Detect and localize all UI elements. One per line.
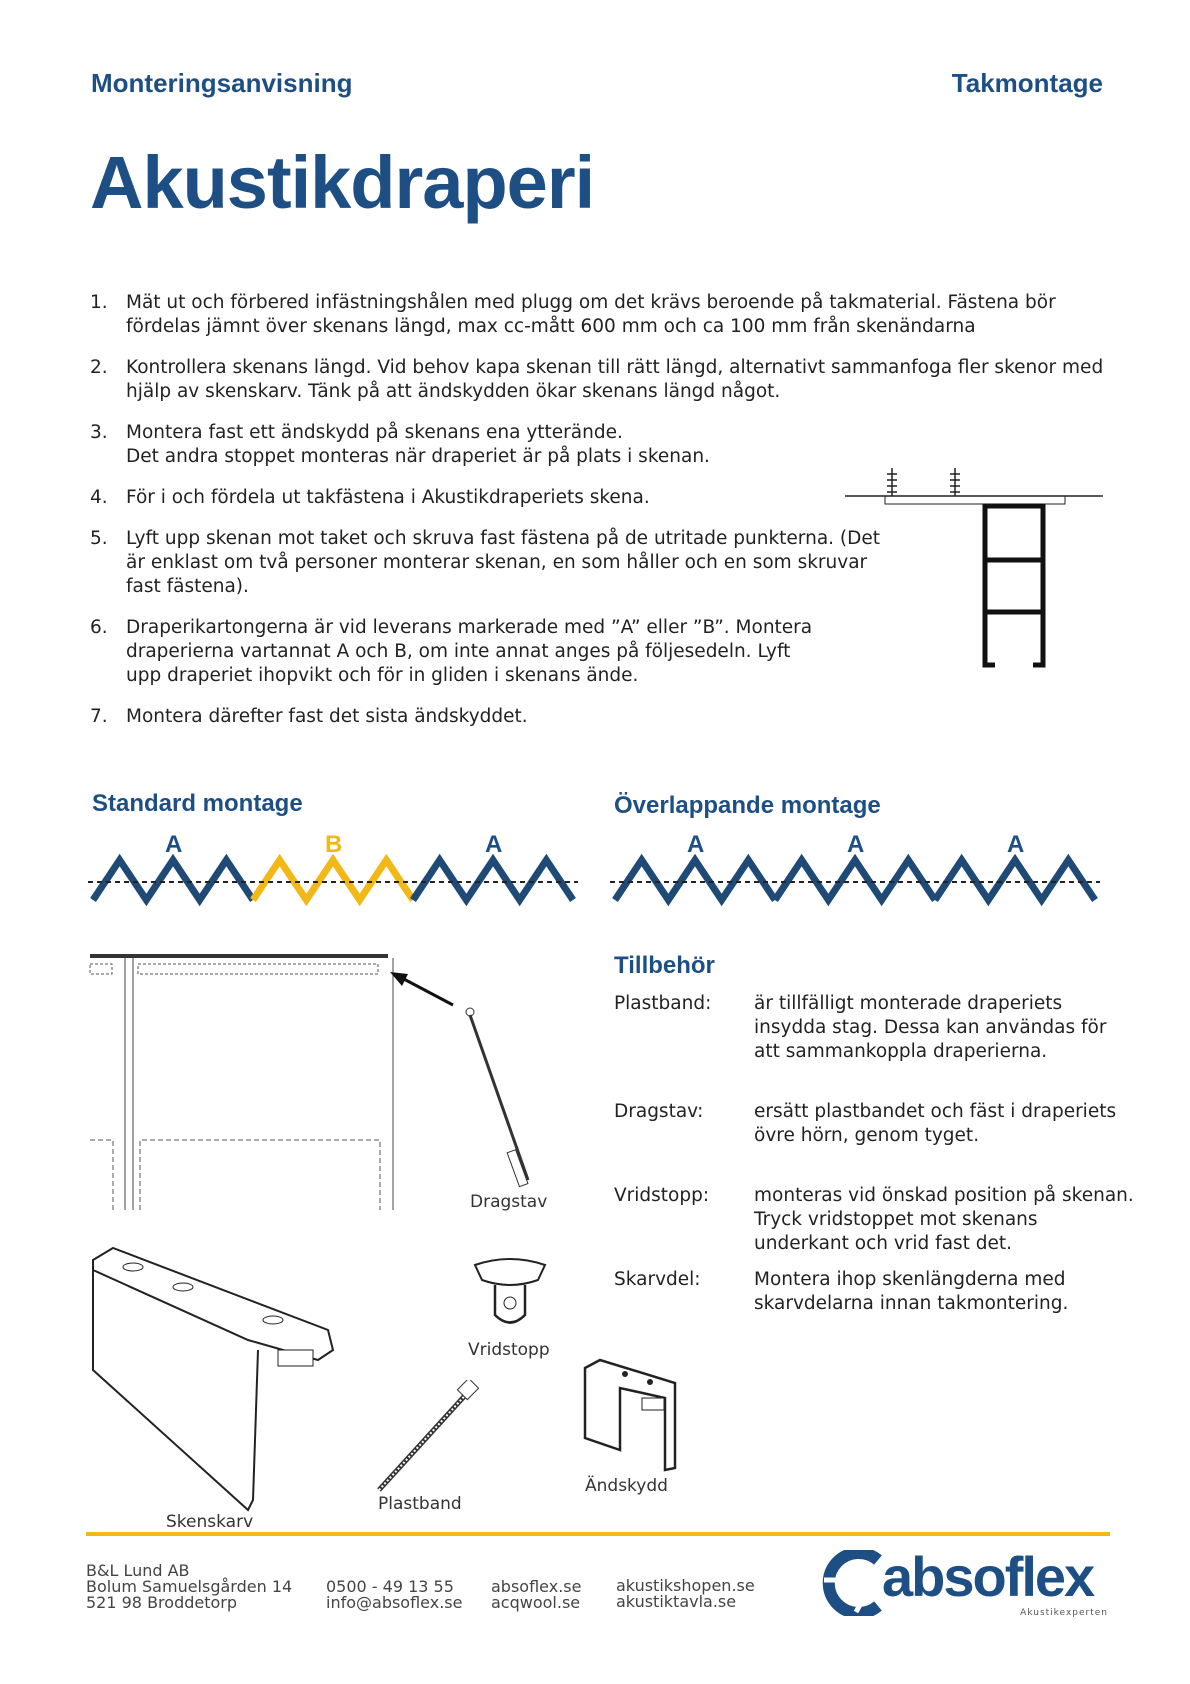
accessory-description: monteras vid önskad position på skenan. Tryck vridstoppet mot skenans underkant och vrid fast det. (754, 1185, 1134, 1254)
accessory-label: Plastband: (614, 993, 712, 1014)
drape-panel (775, 860, 935, 900)
drape-label: A (485, 831, 503, 858)
instruction-step (90, 356, 1110, 404)
step-text: Mät ut och förbered infästningshålen med plugg om det krävs beroende på takmaterial. Fästena bör fördelas jämnt över skenans längd, max cc-mått 600 mm och ca 100 mm från skenändarna (126, 292, 1056, 337)
phone: 0500 - 49 13 55 (326, 1577, 454, 1596)
step-number: 4. (90, 487, 108, 508)
drape-label: A (1007, 831, 1025, 858)
instruction-step (90, 421, 826, 469)
page-title: Akustikdraperi (90, 141, 595, 224)
andskydd-illustration (580, 1358, 680, 1473)
drape-label: A (165, 831, 183, 858)
step-text: För i och fördela ut takfästena i Akustikdraperiets skena. (126, 487, 650, 508)
footer-address (86, 1563, 292, 1611)
step-number: 3. (90, 422, 108, 443)
step-text: Montera därefter fast det sista ändskyddet. (126, 706, 528, 727)
plastband-caption: Plastband (378, 1494, 462, 1514)
company-name: B&L Lund AB (86, 1561, 190, 1580)
drape-label: B (325, 831, 343, 858)
drape-panel (615, 860, 775, 900)
vridstopp-caption: Vridstopp (468, 1340, 550, 1360)
postal-address: 521 98 Broddetorp (86, 1593, 238, 1612)
step-text: Kontrollera skenans längd. Vid behov kapa skenan till rätt längd, alternativt sammanfoga fler skenor med hjälp av skenskarv. Tänk på att ändskydden ökar skenans längd något. (126, 357, 1104, 402)
mount-type: Takmontage (951, 68, 1103, 98)
footer-contact (326, 1579, 462, 1611)
vridstopp-illustration (470, 1255, 550, 1335)
standard-drape-diagram (88, 830, 588, 910)
step-text: Draperikartongerna är vid leverans markerade med ”A” eller ”B”. Montera draperierna vartannat A och B, om inte annat anges på följesedeln. Lyft upp draperiet ihopvikt och för in gliden i skenans ände. (126, 617, 813, 686)
curtain-dragstav-illustration (88, 950, 558, 1220)
drape-panel (253, 860, 413, 900)
drape-label: A (847, 831, 865, 858)
dragstav-caption: Dragstav (470, 1192, 548, 1212)
accessory-label: Skarvdel: (614, 1269, 701, 1290)
accessory-label: Dragstav: (614, 1101, 704, 1122)
logo-mark-icon (816, 1550, 882, 1616)
drape-panel (935, 860, 1095, 900)
footer-web-a (491, 1579, 581, 1611)
web-link[interactable]: akustiktavla.se (616, 1592, 737, 1611)
footer-divider (86, 1532, 1110, 1536)
web-link[interactable]: absoflex.se (491, 1577, 582, 1596)
drape-panel (93, 860, 253, 900)
step-number: 7. (90, 706, 108, 727)
step-number: 5. (90, 528, 108, 549)
step-number: 2. (90, 357, 108, 378)
web-link[interactable]: akustikshopen.se (616, 1576, 755, 1595)
drape-panel (413, 860, 573, 900)
step-number: 1. (90, 292, 108, 313)
email-link[interactable]: info@absoflex.se (326, 1593, 463, 1612)
instruction-step (90, 527, 886, 599)
rail-profile-illustration (845, 460, 1105, 675)
logo-tagline: Akustikexperten (1020, 1608, 1108, 1618)
accessories-heading: Tillbehör (614, 952, 715, 979)
standard-montage-heading: Standard montage (92, 790, 303, 817)
absoflex-logo (816, 1545, 1116, 1620)
instruction-step (90, 291, 1110, 339)
step-text: Montera fast ett ändskydd på skenans ena ytterände. Det andra stoppet monteras när draperiet är på plats i skenan. (126, 422, 710, 467)
skenskarv-illustration (88, 1240, 348, 1520)
web-link[interactable]: acqwool.se (491, 1593, 581, 1612)
overlap-montage-heading: Överlappande montage (614, 792, 881, 819)
step-text: Lyft upp skenan mot taket och skruva fast fästena på de utritade punkterna. (Det är enklast om två personer monterar skenan, en som håller och en som skruvar fast fästena). (126, 528, 881, 597)
logo-text: absoflex (882, 1545, 1094, 1608)
instruction-step (90, 616, 826, 688)
instruction-step (90, 705, 826, 729)
plastband-illustration (375, 1380, 485, 1495)
footer-web-b (616, 1578, 755, 1610)
drape-label: A (687, 831, 705, 858)
street-address: Bolum Samuelsgården 14 (86, 1577, 293, 1596)
step-number: 6. (90, 617, 108, 638)
skenskarv-caption: Skenskarv (166, 1512, 254, 1532)
overlap-drape-diagram (610, 830, 1110, 910)
accessory-description: ersätt plastbandet och fäst i draperiets övre hörn, genom tyget. (754, 1101, 1117, 1146)
accessory-description: är tillfälligt monterade draperiets insydda stag. Dessa kan användas för att sammankoppla draperierna. (754, 993, 1107, 1062)
instruction-step (90, 486, 826, 510)
andskydd-caption: Ändskydd (585, 1476, 668, 1496)
accessory-label: Vridstopp: (614, 1185, 710, 1206)
accessory-description: Montera ihop skenlängderna med skarvdelarna innan takmontering. (754, 1269, 1069, 1314)
doc-type: Monteringsanvisning (91, 68, 353, 98)
